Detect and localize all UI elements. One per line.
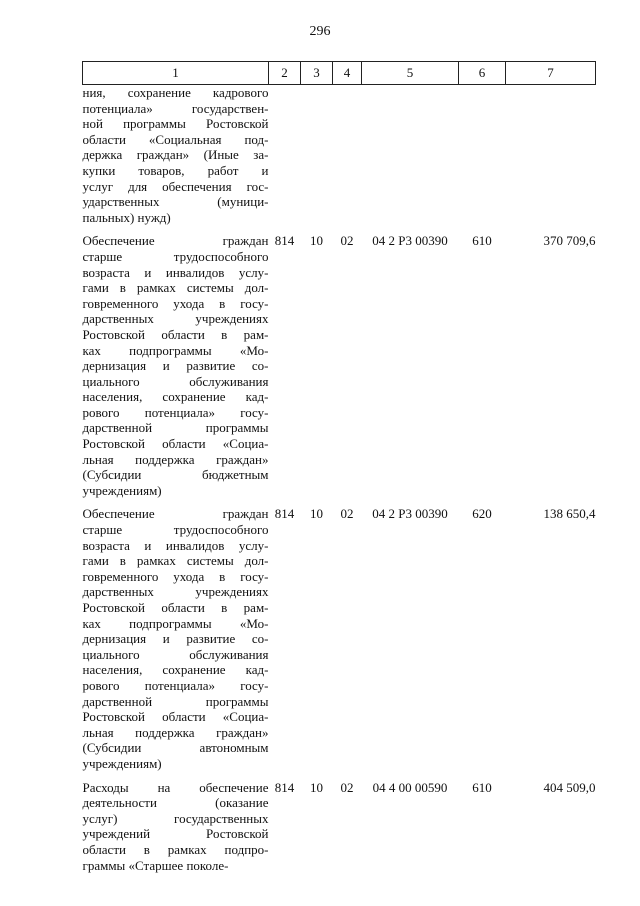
header-col-2: 2	[269, 62, 301, 85]
header-col-4: 4	[333, 62, 362, 85]
row-expense-type: 620	[472, 506, 492, 522]
table-row	[83, 498, 596, 771]
description-line: услуг для обеспечения гос-	[82, 178, 269, 194]
budget-table	[82, 61, 596, 873]
row-subsection-code: 02	[340, 506, 354, 522]
description-line: Обеспечение граждан	[82, 506, 269, 522]
row-amount: 370 709,6	[543, 233, 596, 249]
row-target-article: 04 4 00 00590	[372, 779, 448, 795]
description-line: области в рамках подпро-	[82, 841, 269, 857]
header-col-3: 3	[301, 62, 333, 85]
row-target-article: 04 2 Р3 00390	[372, 233, 448, 249]
row-expense-type: 610	[472, 779, 492, 795]
description-line: старше трудоспособного	[82, 248, 269, 264]
description-line: учреждений Ростовской	[82, 826, 269, 842]
row-subsection-code	[333, 85, 362, 226]
row-amount: 404 509,0	[543, 779, 596, 795]
description-line: граммы «Старшее поколе-	[82, 857, 229, 873]
description-line: учреждениям)	[82, 755, 162, 771]
row-subsection-code: 02	[340, 779, 354, 795]
description-line: возраста и инвалидов услу-	[82, 537, 269, 553]
description-line: учреждениям)	[82, 482, 162, 498]
description-line: деятельности (оказание	[82, 795, 269, 811]
description-line: Обеспечение граждан	[82, 233, 269, 249]
header-col-1: 1	[83, 62, 269, 85]
description-line: дарственной программы	[82, 693, 269, 709]
description-line: ках подпрограммы «Мо-	[82, 615, 269, 631]
description-line: льная поддержка граждан»	[82, 724, 269, 740]
table-row	[83, 772, 596, 874]
description-line: услуг) государственных	[82, 810, 269, 826]
description-line: гами в рамках системы дол-	[82, 280, 269, 296]
row-amount: 138 650,4	[543, 506, 596, 522]
description-line: говременного ухода в госу-	[82, 295, 269, 311]
description-line: Ростовской области «Социа-	[82, 436, 269, 452]
description-line: дернизация и развитие со-	[82, 358, 269, 374]
row-target-article	[362, 85, 459, 226]
description-line: говременного ухода в госу-	[82, 568, 269, 584]
description-line: области «Социальная под-	[82, 131, 269, 147]
description-line: Расходы на обеспечение	[82, 779, 269, 795]
description-line: дарственных учреждениях	[82, 584, 269, 600]
description-line: ках подпрограммы «Мо-	[82, 342, 269, 358]
row-target-article: 04 2 Р3 00390	[372, 506, 448, 522]
description-line: (Субсидии бюджетным	[82, 467, 269, 483]
description-line: льная поддержка граждан»	[82, 451, 269, 467]
header-col-5: 5	[362, 62, 459, 85]
description-line: рового потенциала» госу-	[82, 404, 269, 420]
table-row	[83, 85, 596, 226]
description-line: циального обслуживания	[82, 373, 269, 389]
description-line: дарственной программы	[82, 420, 269, 436]
description-line: потенциала» государствен-	[82, 100, 269, 116]
description-line: (Субсидии автономным	[82, 740, 269, 756]
description-line: держка граждан» (Иные за-	[82, 147, 269, 163]
description-line: возраста и инвалидов услу-	[82, 264, 269, 280]
row-description	[83, 225, 269, 498]
row-ministry-code: 814	[274, 233, 295, 249]
description-line: рового потенциала» госу-	[82, 677, 269, 693]
description-line: купки товаров, работ и	[82, 162, 269, 178]
description-line: ния, сохранение кадрового	[82, 85, 269, 100]
description-line: циального обслуживания	[82, 646, 269, 662]
row-ministry-code: 814	[274, 506, 295, 522]
row-expense-type: 610	[472, 233, 492, 249]
header-col-7: 7	[506, 62, 596, 85]
description-line: дернизация и развитие со-	[82, 631, 269, 647]
description-line: ной программы Ростовской	[82, 116, 269, 132]
row-ministry-code	[269, 85, 301, 226]
table-row	[83, 225, 596, 498]
description-line: Ростовской области в рам-	[82, 326, 269, 342]
row-section-code	[301, 85, 333, 226]
header-row	[83, 62, 596, 85]
description-line: населения, сохранение кад-	[82, 662, 269, 678]
row-expense-type	[459, 85, 506, 226]
row-section-code: 10	[310, 506, 323, 522]
table-body	[83, 85, 596, 874]
row-description	[83, 498, 269, 771]
page-number: 296	[309, 24, 331, 39]
row-subsection-code: 02	[340, 233, 354, 249]
description-line: гами в рамках системы дол-	[82, 553, 269, 569]
row-description	[83, 85, 269, 226]
description-line: Ростовской области в рам-	[82, 600, 269, 615]
header-col-6: 6	[459, 62, 506, 85]
table-header	[83, 62, 596, 85]
description-line: населения, сохранение кад-	[82, 389, 269, 405]
description-line: пальных) нужд)	[82, 209, 171, 225]
description-line: ударственных (муници-	[82, 194, 269, 210]
row-amount	[506, 85, 596, 226]
description-line: Ростовской области «Социа-	[82, 709, 269, 725]
row-description	[83, 772, 269, 874]
row-section-code: 10	[310, 779, 323, 795]
row-ministry-code: 814	[274, 779, 295, 795]
row-section-code: 10	[310, 233, 323, 249]
description-line: дарственных учреждениях	[82, 311, 269, 327]
description-line: старше трудоспособного	[82, 522, 269, 538]
